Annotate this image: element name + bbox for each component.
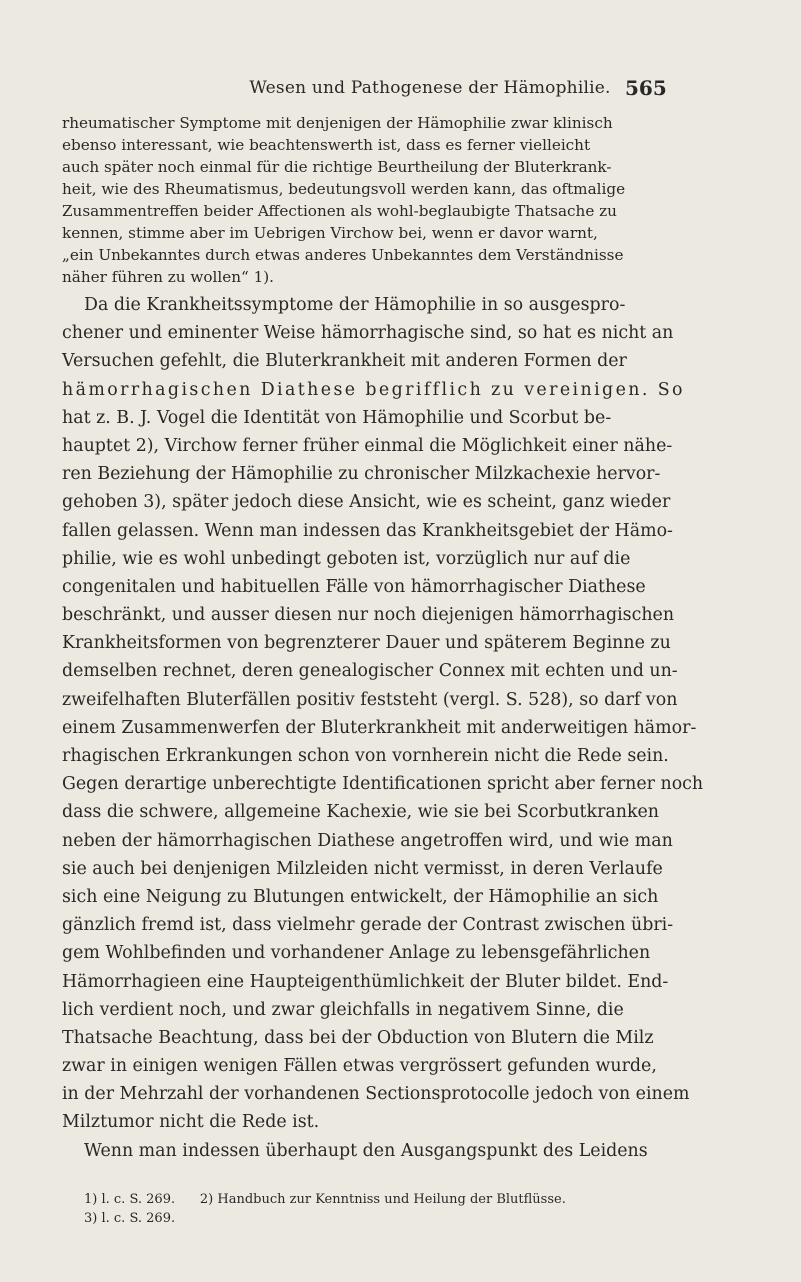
running-title: Wesen und Pathogenese der Hämophilie.: [249, 78, 611, 98]
text-line: Wenn man indessen überhaupt den Ausgangspunkt des Leidens: [84, 1140, 648, 1161]
text-line: congenitalen und habituellen Fälle von hämorrhagischer Diathese: [62, 576, 646, 597]
text-line: heit, wie des Rheumatismus, bedeutungsvoll werden kann, das oftmalige: [62, 180, 626, 198]
text-line: hämorrhagischen Diathese begrifflich zu vereinigen. So: [62, 379, 685, 400]
footnotes: [84, 1190, 684, 1228]
text-line: Krankheitsformen von begrenzterer Dauer und späterem Beginne zu: [62, 633, 671, 654]
text-line: zweifelhaften Bluterfällen positiv feststeht (vergl. S. 528), so darf von: [62, 689, 678, 710]
footnote-line: 3) l. c. S. 269.: [84, 1211, 176, 1226]
text-line: rheumatischer Symptome mit denjenigen der Hämophilie zwar klinisch: [62, 114, 613, 132]
text-line: chener und eminenter Weise hämorrhagische sind, so hat es nicht an: [62, 323, 674, 344]
text-line: Zusammentreffen beider Affectionen als wohl-beglaubigte Thatsache zu: [62, 202, 617, 220]
text-line: kennen, stimme aber im Uebrigen Virchow bei, wenn er davor warnt,: [62, 224, 598, 242]
text-line: einem Zusammenwerfen der Bluterkrankheit mit anderweitigen hämor-: [62, 717, 697, 738]
text-line: in der Mehrzahl der vorhandenen Sectionsprotocolle jedoch von einem: [62, 1084, 690, 1105]
text-line: dass die schwere, allgemeine Kachexie, wie sie bei Scorbutkranken: [62, 802, 659, 823]
text-line: ebenso interessant, wie beachtenswerth ist, dass es ferner vielleicht: [62, 136, 591, 154]
text-line: beschränkt, und ausser diesen nur noch diejenigen hämorrhagischen: [62, 605, 675, 626]
text-line: hauptet 2), Virchow ferner früher einmal die Möglichkeit einer nähe-: [62, 435, 673, 456]
text-line: Milztumor nicht die Rede ist.: [62, 1112, 320, 1133]
text-line: zwar in einigen wenigen Fällen etwas vergrössert gefunden wurde,: [62, 1056, 657, 1077]
main-paragraph: [62, 291, 704, 1165]
text-line: hat z. B. J. Vogel die Identität von Hämophilie und Scorbut be-: [62, 407, 612, 428]
text-line: sich eine Neigung zu Blutungen entwickelt, der Hämophilie an sich: [62, 886, 659, 907]
text-line: gehoben 3), später jedoch diese Ansicht, wie es scheint, ganz wieder: [62, 492, 671, 513]
text-line: sie auch bei denjenigen Milzleiden nicht vermisst, in deren Verlaufe: [62, 858, 663, 879]
text-line: neben der hämorrhagischen Diathese angetroffen wird, und wie man: [62, 830, 673, 851]
paragraph-continuation: [62, 112, 662, 288]
text-line: „ein Unbekanntes durch etwas anderes Unbekanntes dem Verständnisse: [62, 246, 624, 264]
page-number: 565: [625, 76, 667, 100]
text-line: Versuchen gefehlt, die Bluterkrankheit mit anderen Formen der: [62, 351, 627, 372]
text-line: auch später noch einmal für die richtige Beurtheilung der Bluterkrank-: [62, 158, 612, 176]
text-line: demselben rechnet, deren genealogischer Connex mit echten und un-: [62, 661, 678, 682]
text-line: gem Wohlbefinden und vorhandener Anlage zu lebensgefährlichen: [62, 943, 651, 964]
text-line: näher führen zu wollen“ 1).: [62, 268, 274, 286]
text-line: philie, wie es wohl unbedingt geboten ist, vorzüglich nur auf die: [62, 548, 631, 569]
text-line: Da die Krankheitssymptome der Hämophilie in so ausgespro-: [84, 295, 626, 315]
text-line: Thatsache Beachtung, dass bei der Obduction von Blutern die Milz: [62, 1027, 654, 1048]
text-line: gänzlich fremd ist, dass vielmehr gerade der Contrast zwischen übri-: [62, 915, 674, 936]
text-line: Gegen derartige unberechtigte Identificationen spricht aber ferner noch: [62, 774, 704, 795]
text-line: lich verdient noch, und zwar gleichfalls in negativem Sinne, die: [62, 999, 624, 1020]
footnote-line: 1) l. c. S. 269. 2) Handbuch zur Kenntniss und Heilung der Blutflüsse.: [84, 1192, 566, 1207]
text-line: rhagischen Erkrankungen schon von vornherein nicht die Rede sein.: [62, 746, 669, 766]
text-line: ren Beziehung der Hämophilie zu chronischer Milzkachexie hervor-: [62, 464, 661, 485]
text-line: Hämorrhagieen eine Haupteigenthümlichkeit der Bluter bildet. End-: [62, 971, 669, 992]
text-line: fallen gelassen. Wenn man indessen das Krankheitsgebiet der Hämo-: [62, 520, 673, 541]
